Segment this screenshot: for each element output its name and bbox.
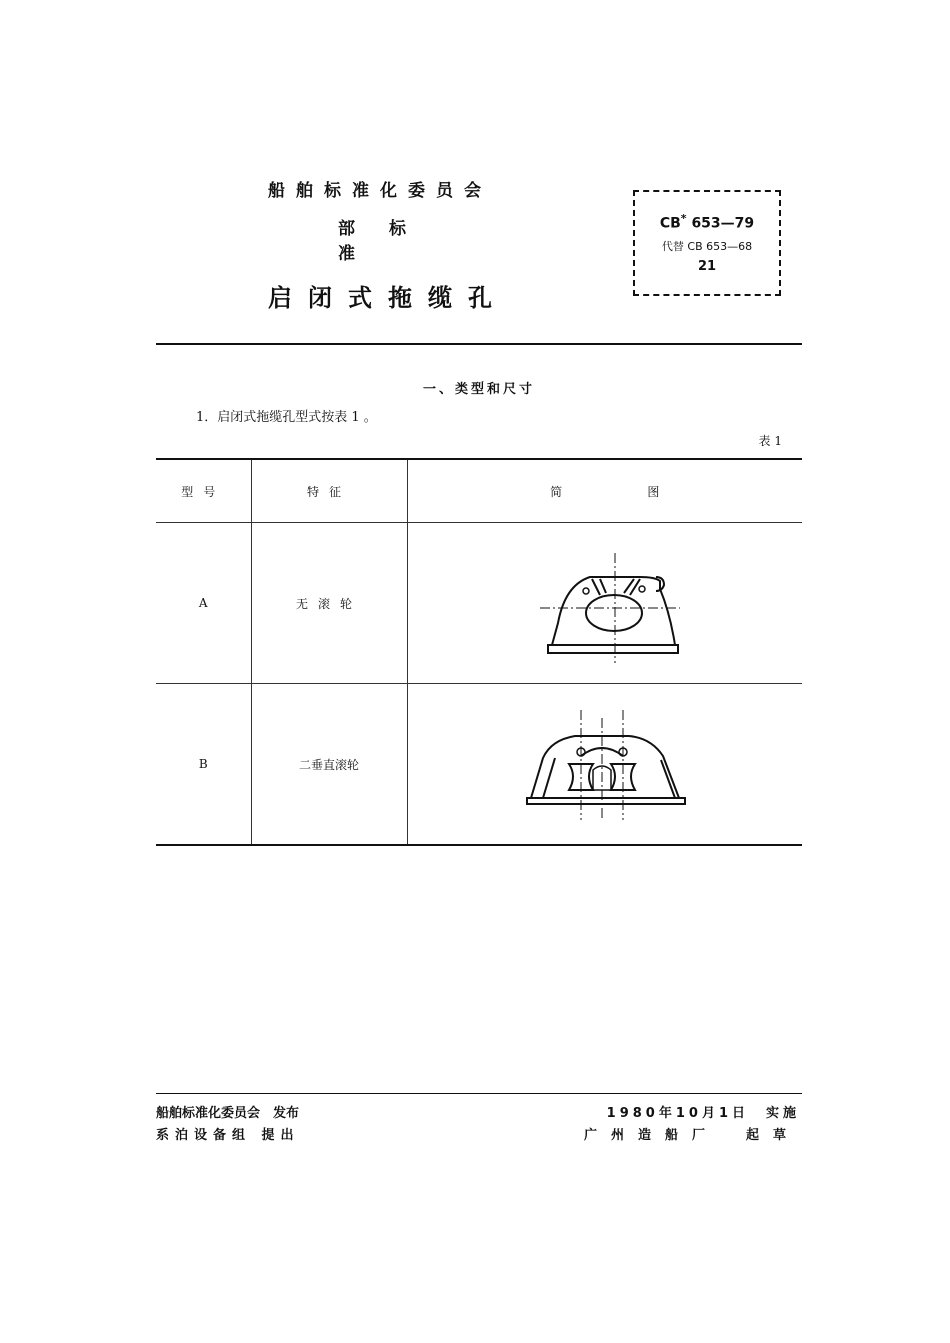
row-a-feature: 无滚轮 [251, 523, 407, 684]
header-type: 型号 [156, 459, 251, 523]
row-b-type: B [156, 684, 251, 846]
issuing-committee: 船舶标准化委员会 [268, 181, 492, 201]
document-title: 启闭式拖缆孔 [268, 284, 508, 312]
footer-drafter: 广州造船厂 起草 [583, 1128, 800, 1143]
type-table [156, 458, 802, 846]
footer-issuer: 船舶标准化委员会 发布 [156, 1106, 300, 1121]
row-b-feature: 二垂直滚轮 [251, 684, 407, 846]
header-feature: 特征 [251, 459, 407, 523]
header-divider [156, 343, 802, 345]
section-paragraph: 1．启闭式拖缆孔型式按表 1 。 [196, 410, 377, 425]
standard-code: CB* 653—79 [659, 212, 755, 232]
footer-proposer: 系泊设备组 提出 [156, 1128, 300, 1143]
standard-number-box [633, 190, 781, 296]
table-header-row [156, 459, 802, 523]
table-row [156, 523, 802, 684]
table-caption: 表 1 [758, 434, 782, 448]
header-diagram: 简 图 [407, 459, 802, 523]
footer-effective-date: 1980年10月1日 实施 [606, 1106, 800, 1121]
table-row [156, 684, 802, 846]
section-heading: 一、类型和尺寸 [422, 382, 535, 397]
row-a-diagram [407, 523, 802, 684]
footer-divider [156, 1093, 802, 1094]
fairlead-no-roller-drawing [530, 543, 680, 663]
row-a-type: A [156, 523, 251, 684]
row-b-diagram [407, 684, 802, 846]
fairlead-two-vertical-rollers-drawing [515, 704, 695, 824]
standard-level: 部标准 [338, 219, 440, 264]
replaces-standard: 代替 CB 653—68 [661, 239, 753, 253]
page-number: 21 [697, 258, 717, 274]
